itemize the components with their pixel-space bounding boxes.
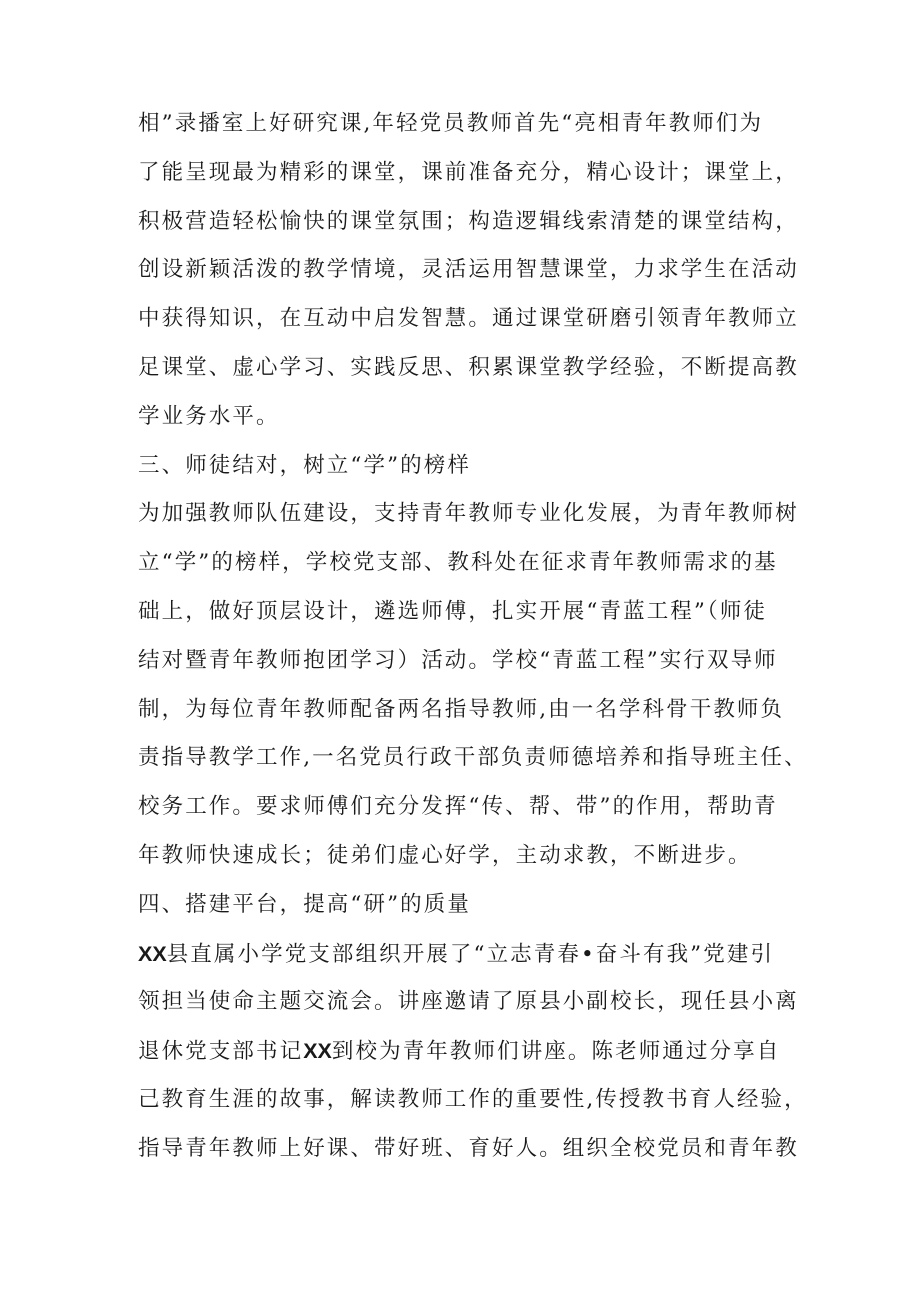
paragraph-line: 础上，做好顶层设计，遴选师傅，扎实开展“青蓝工程”（师徒	[138, 598, 768, 624]
section-heading-4: 四、搭建平台，提高“研”的质量	[138, 891, 471, 917]
paragraph-line: 了能呈现最为精彩的课堂，课前准备充分，精心设计；课堂上，	[138, 159, 799, 185]
paragraph-line: 年教师快速成长；徒弟们虚心好学，主动求教，不断进步。	[138, 842, 752, 868]
paragraph-line: 校务工作。要求师傅们充分发挥“传、帮、带”的作用，帮助青	[138, 794, 778, 820]
paragraph-line: 退休党支部书记XX到校为青年教师们讲座。陈老师通过分享自	[138, 1039, 781, 1065]
document-body	[138, 100, 808, 1174]
paragraph-line: 责指导教学工作,一名党员行政干部负责师德培养和指导班主任、	[138, 745, 808, 771]
paragraph-line: 己教育生涯的故事，解读教师工作的重要性,传授教书育人经验，	[138, 1086, 808, 1112]
placeholder-name: XX	[138, 941, 167, 966]
paragraph-line: 相”录播室上好研究课,年轻党员教师首先“亮相青年教师们为	[138, 111, 764, 136]
placeholder-name: XX	[303, 1039, 332, 1064]
paragraph-line: 中获得知识，在互动中启发智慧。通过课堂研磨引领青年教师立	[138, 306, 799, 332]
paragraph-line: 制，为每位青年教师配备两名指导教师,由一名学科骨干教师负	[138, 696, 785, 722]
paragraph-line: 为加强教师队伍建设，支持青年教师专业化发展，为青年教师树	[138, 501, 799, 527]
section-heading-3: 三、师徒结对，树立“学”的榜样	[138, 452, 471, 478]
paragraph-line: 领担当使命主题交流会。讲座邀请了原县小副校长，现任县小离	[138, 989, 799, 1015]
paragraph-line: 指导青年教师上好课、带好班、育好人。组织全校党员和青年教	[138, 1135, 799, 1161]
paragraph-line: 结对暨青年教师抱团学习）活动。学校“青蓝工程”实行双导师	[138, 647, 778, 673]
paragraph-line: 积极营造轻松愉快的课堂氛围；构造逻辑线索清楚的课堂结构，	[138, 208, 799, 234]
paragraph-line: 学业务水平。	[138, 403, 280, 429]
paragraph-line: 立“学”的榜样，学校党支部、教科处在征求青年教师需求的基	[138, 550, 778, 576]
paragraph-line: 创设新颖活泼的教学情境，灵活运用智慧课堂，力求学生在活动	[138, 257, 799, 283]
paragraph-line: XX县直属小学党支部组织开展了“立志青春•奋斗有我”党建引	[138, 941, 775, 967]
paragraph-line: 足课堂、虚心学习、实践反思、积累课堂教学经验，不断提高教	[138, 354, 799, 380]
